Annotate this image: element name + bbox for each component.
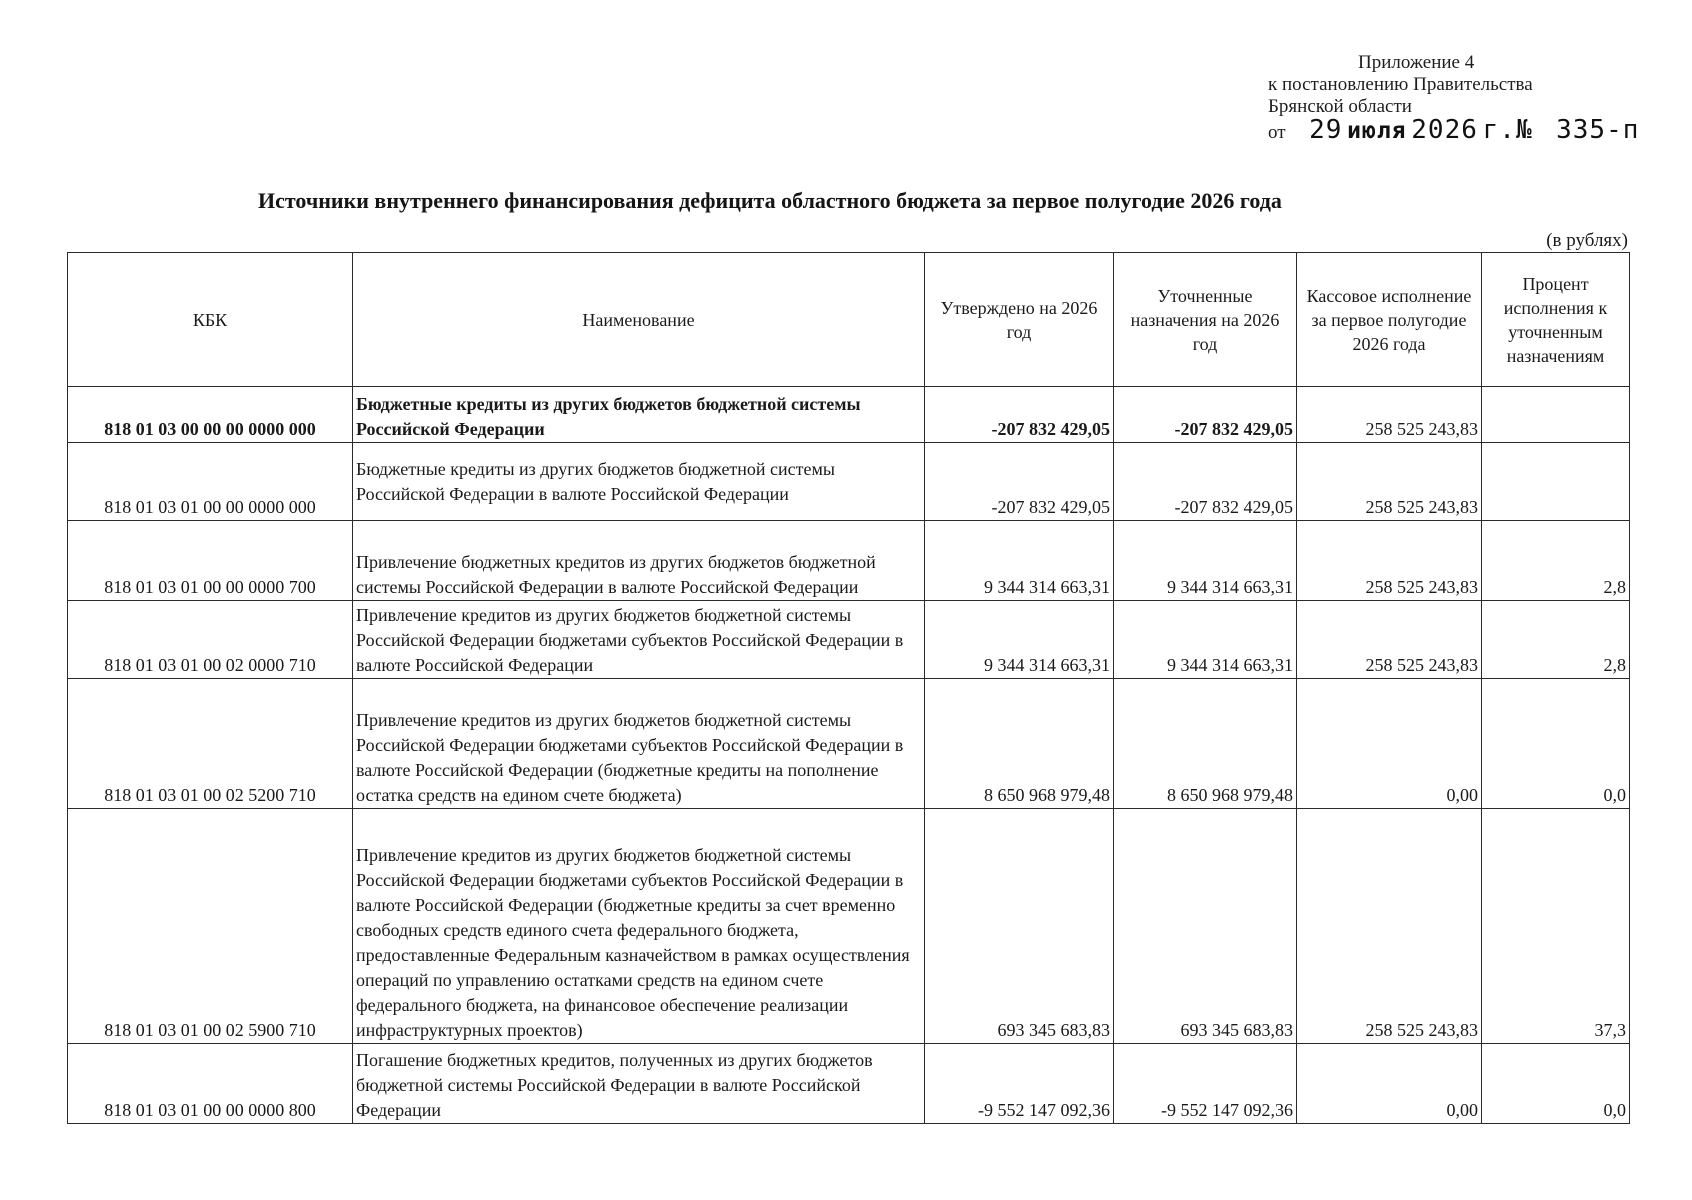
cell-name: Привлечение кредитов из других бюджетов бюджетной системы Российской Федерации бюджетами субъектов Российской Федерации в валюте Российской Федерации (бюджетные кредиты за счет временно свободных средств единого счета федерального бюджета, предоставленные Федеральным казначейством в рамках осуществления операций по управлению остатками средств на едином счете федерального бюджета, на финансовое обеспечение реализации инфраструктурных проектов) xyxy=(353,809,925,1044)
date-prefix: от xyxy=(1268,122,1286,143)
appendix-line-resolution: к постановлению Правительства xyxy=(1268,74,1533,95)
table-row xyxy=(68,601,1630,679)
cell-executed: 258 525 243,83 xyxy=(1297,443,1482,521)
table-row xyxy=(68,387,1630,443)
date-month: июля xyxy=(1347,118,1407,144)
cell-kbk: 818 01 03 01 00 02 5200 710 xyxy=(68,679,353,809)
cell-name: Погашение бюджетных кредитов, полученных из других бюджетов бюджетной системы Российской Федерации в валюте Российской Федерации xyxy=(353,1044,925,1124)
cell-approved: 9 344 314 663,31 xyxy=(925,601,1114,679)
header-approved: Утверждено на 2026 год xyxy=(925,253,1114,387)
header-kbk: КБК xyxy=(68,253,353,387)
table-header-row xyxy=(68,253,1630,387)
document-title: Источники внутреннего финансирования дефицита областного бюджета за первое полугодие 2026 года xyxy=(258,188,1282,213)
appendix-block xyxy=(1268,52,1639,144)
cell-revised: -207 832 429,05 xyxy=(1114,387,1297,443)
resolution-number: 335-п xyxy=(1556,115,1640,145)
date-day: 29 xyxy=(1309,115,1343,145)
table-row xyxy=(68,521,1630,601)
cell-percent: 0,0 xyxy=(1482,679,1630,809)
cell-approved: 9 344 314 663,31 xyxy=(925,521,1114,601)
cell-approved: -9 552 147 092,36 xyxy=(925,1044,1114,1124)
cell-name: Бюджетные кредиты из других бюджетов бюджетной системы Российской Федерации xyxy=(353,387,925,443)
appendix-date-line xyxy=(1268,115,1640,145)
table-row xyxy=(68,1044,1630,1124)
cell-approved: -207 832 429,05 xyxy=(925,387,1114,443)
cell-approved: -207 832 429,05 xyxy=(925,443,1114,521)
cell-percent xyxy=(1482,387,1630,443)
cell-revised: 9 344 314 663,31 xyxy=(1114,521,1297,601)
cell-revised: -207 832 429,05 xyxy=(1114,443,1297,521)
cell-executed: 0,00 xyxy=(1297,679,1482,809)
cell-percent xyxy=(1482,443,1630,521)
cell-revised: 9 344 314 663,31 xyxy=(1114,601,1297,679)
units-label: (в рублях) xyxy=(1546,230,1628,251)
cell-executed: 258 525 243,83 xyxy=(1297,601,1482,679)
cell-approved: 693 345 683,83 xyxy=(925,809,1114,1044)
cell-revised: -9 552 147 092,36 xyxy=(1114,1044,1297,1124)
cell-percent: 0,0 xyxy=(1482,1044,1630,1124)
header-name: Наименование xyxy=(353,253,925,387)
cell-executed: 258 525 243,83 xyxy=(1297,387,1482,443)
table-row xyxy=(68,809,1630,1044)
table-row xyxy=(68,443,1630,521)
appendix-title: Приложение 4 xyxy=(1358,52,1475,73)
number-prefix: г.№ xyxy=(1482,115,1533,145)
cell-name: Бюджетные кредиты из других бюджетов бюджетной системы Российской Федерации в валюте Российской Федерации xyxy=(353,443,925,521)
financing-sources-table xyxy=(67,252,1630,1124)
header-percent: Процент исполнения к уточненным назначениям xyxy=(1482,253,1630,387)
cell-revised: 8 650 968 979,48 xyxy=(1114,679,1297,809)
cell-name: Привлечение бюджетных кредитов из других бюджетов бюджетной системы Российской Федерации в валюте Российской Федерации xyxy=(353,521,925,601)
date-year: 2026 xyxy=(1411,115,1478,145)
cell-kbk: 818 01 03 00 00 00 0000 000 xyxy=(68,387,353,443)
cell-percent: 2,8 xyxy=(1482,601,1630,679)
cell-executed: 258 525 243,83 xyxy=(1297,809,1482,1044)
cell-executed: 258 525 243,83 xyxy=(1297,521,1482,601)
cell-percent: 2,8 xyxy=(1482,521,1630,601)
header-executed: Кассовое исполнение за первое полугодие 2026 года xyxy=(1297,253,1482,387)
cell-approved: 8 650 968 979,48 xyxy=(925,679,1114,809)
cell-percent: 37,3 xyxy=(1482,809,1630,1044)
cell-revised: 693 345 683,83 xyxy=(1114,809,1297,1044)
cell-kbk: 818 01 03 01 00 02 5900 710 xyxy=(68,809,353,1044)
appendix-line-region: Брянской области xyxy=(1268,96,1412,117)
cell-kbk: 818 01 03 01 00 00 0000 000 xyxy=(68,443,353,521)
cell-kbk: 818 01 03 01 00 00 0000 700 xyxy=(68,521,353,601)
cell-name: Привлечение кредитов из других бюджетов бюджетной системы Российской Федерации бюджетами субъектов Российской Федерации в валюте Российской Федерации (бюджетные кредиты на пополнение остатка средств на едином счете бюджета) xyxy=(353,679,925,809)
cell-executed: 0,00 xyxy=(1297,1044,1482,1124)
cell-kbk: 818 01 03 01 00 02 0000 710 xyxy=(68,601,353,679)
cell-kbk: 818 01 03 01 00 00 0000 800 xyxy=(68,1044,353,1124)
cell-name: Привлечение кредитов из других бюджетов бюджетной системы Российской Федерации бюджетами субъектов Российской Федерации в валюте Российской Федерации xyxy=(353,601,925,679)
header-revised: Уточненные назначения на 2026 год xyxy=(1114,253,1297,387)
table-row xyxy=(68,679,1630,809)
